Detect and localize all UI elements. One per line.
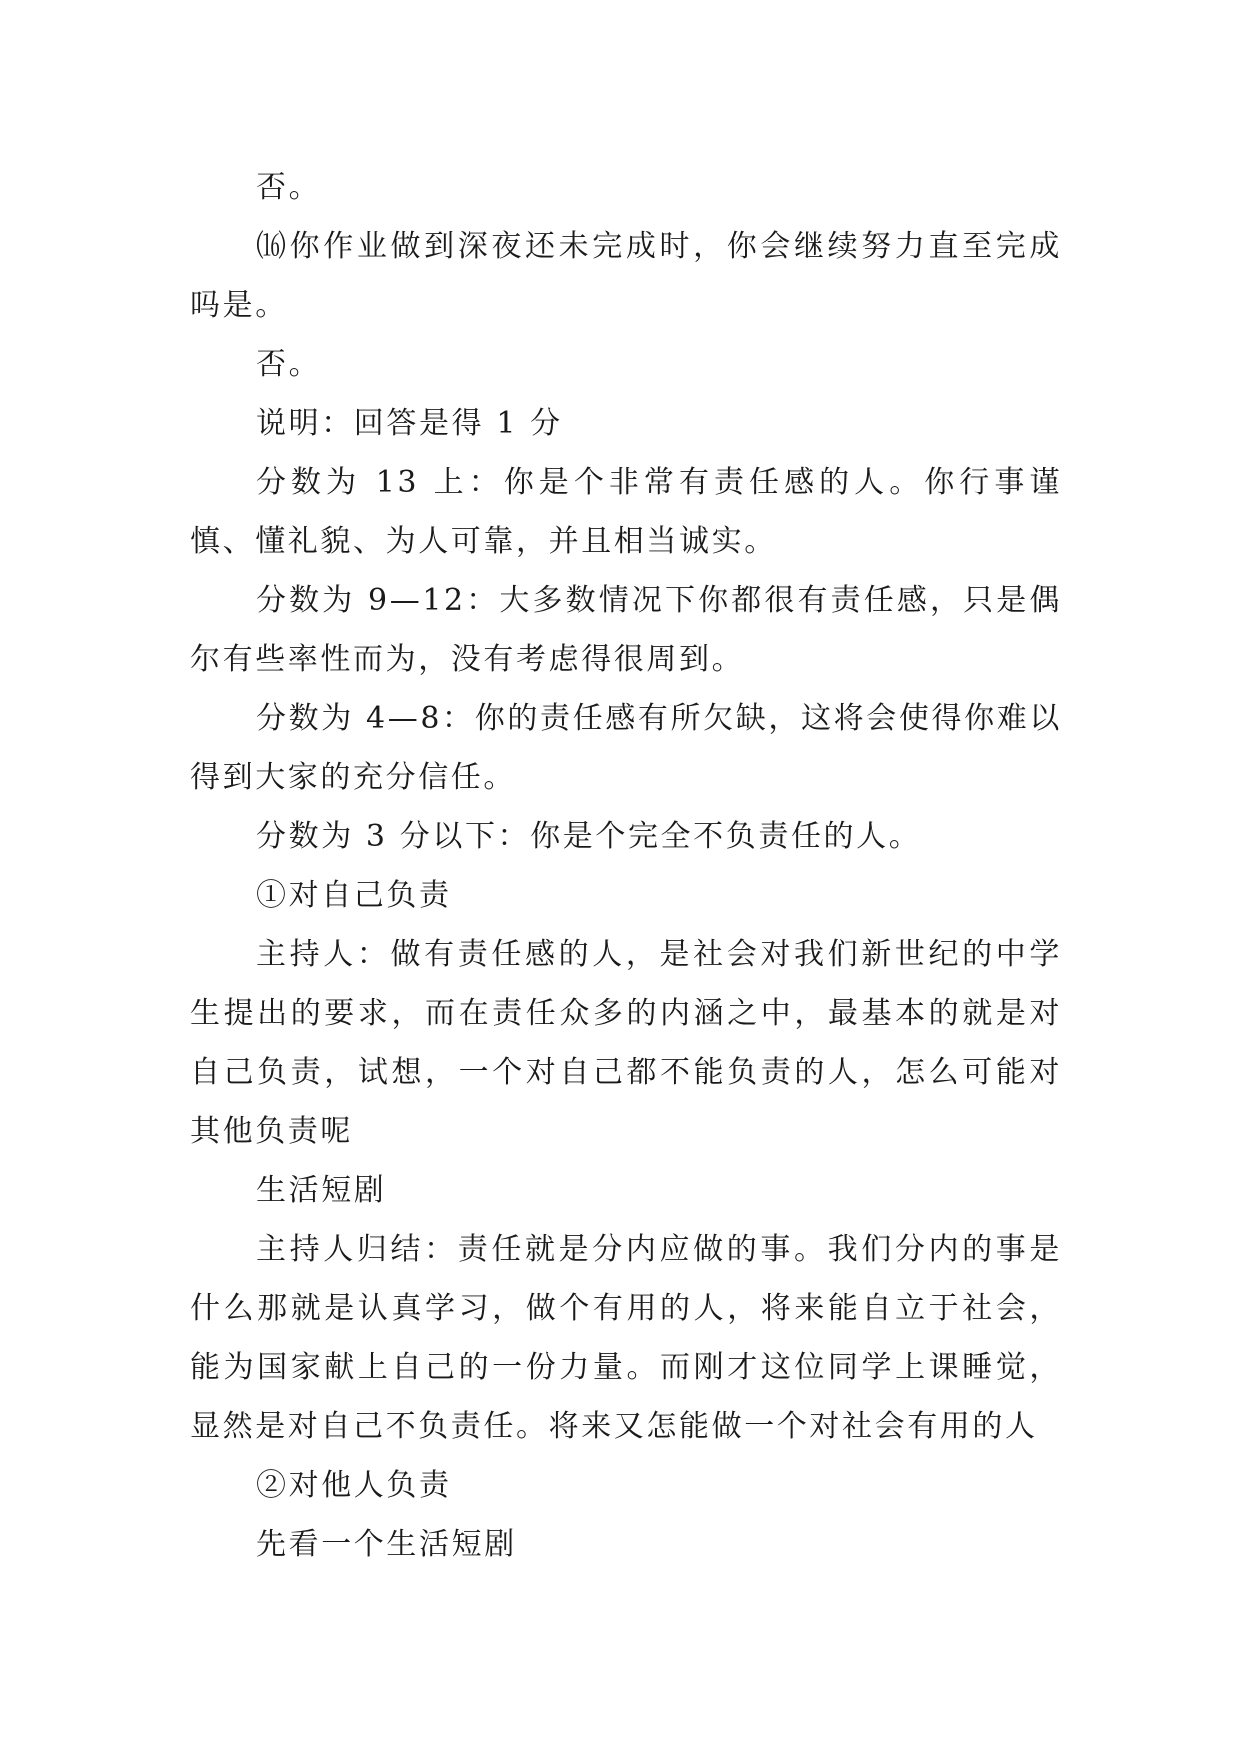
paragraph: 分数为 13 上：你是个非常有责任感的人。你行事谨慎、懂礼貌、为人可靠，并且相当诚实。 xyxy=(190,465,1062,559)
paragraph: 先看一个生活短剧 xyxy=(256,1527,517,1562)
section-heading: ①对自己负责 xyxy=(256,878,452,913)
paragraph: 生活短剧 xyxy=(256,1173,387,1208)
document-body xyxy=(190,158,1062,1574)
paragraph: 否。 xyxy=(256,170,322,205)
paragraph: 分数为 4—8：你的责任感有所欠缺，这将会使得你难以得到大家的充分信任。 xyxy=(190,701,1062,795)
paragraph: 说明：回答是得 1 分 xyxy=(256,406,563,441)
paragraph: 主持人：做有责任感的人，是社会对我们新世纪的中学生提出的要求，而在责任众多的内涵之中，最基本的就是对自己负责，试想，一个对自己都不能负责的人，怎么可能对其他负责呢 xyxy=(190,937,1062,1149)
section-heading: ②对他人负责 xyxy=(256,1468,452,1503)
paragraph: 主持人归结：责任就是分内应做的事。我们分内的事是什么那就是认真学习，做个有用的人，将来能自立于社会，能为国家献上自己的一份力量。而刚才这位同学上课睡觉，显然是对自己不负责任。将来又怎能做一个对社会有用的人 xyxy=(190,1232,1062,1444)
paragraph: 否。 xyxy=(256,347,322,382)
paragraph: 分数为 9—12：大多数情况下你都很有责任感，只是偶尔有些率性而为，没有考虑得很周到。 xyxy=(190,583,1062,677)
paragraph: 分数为 3 分以下：你是个完全不负责任的人。 xyxy=(256,819,922,854)
paragraph: ⒃你作业做到深夜还未完成时，你会继续努力直至完成吗是。 xyxy=(190,229,1062,323)
